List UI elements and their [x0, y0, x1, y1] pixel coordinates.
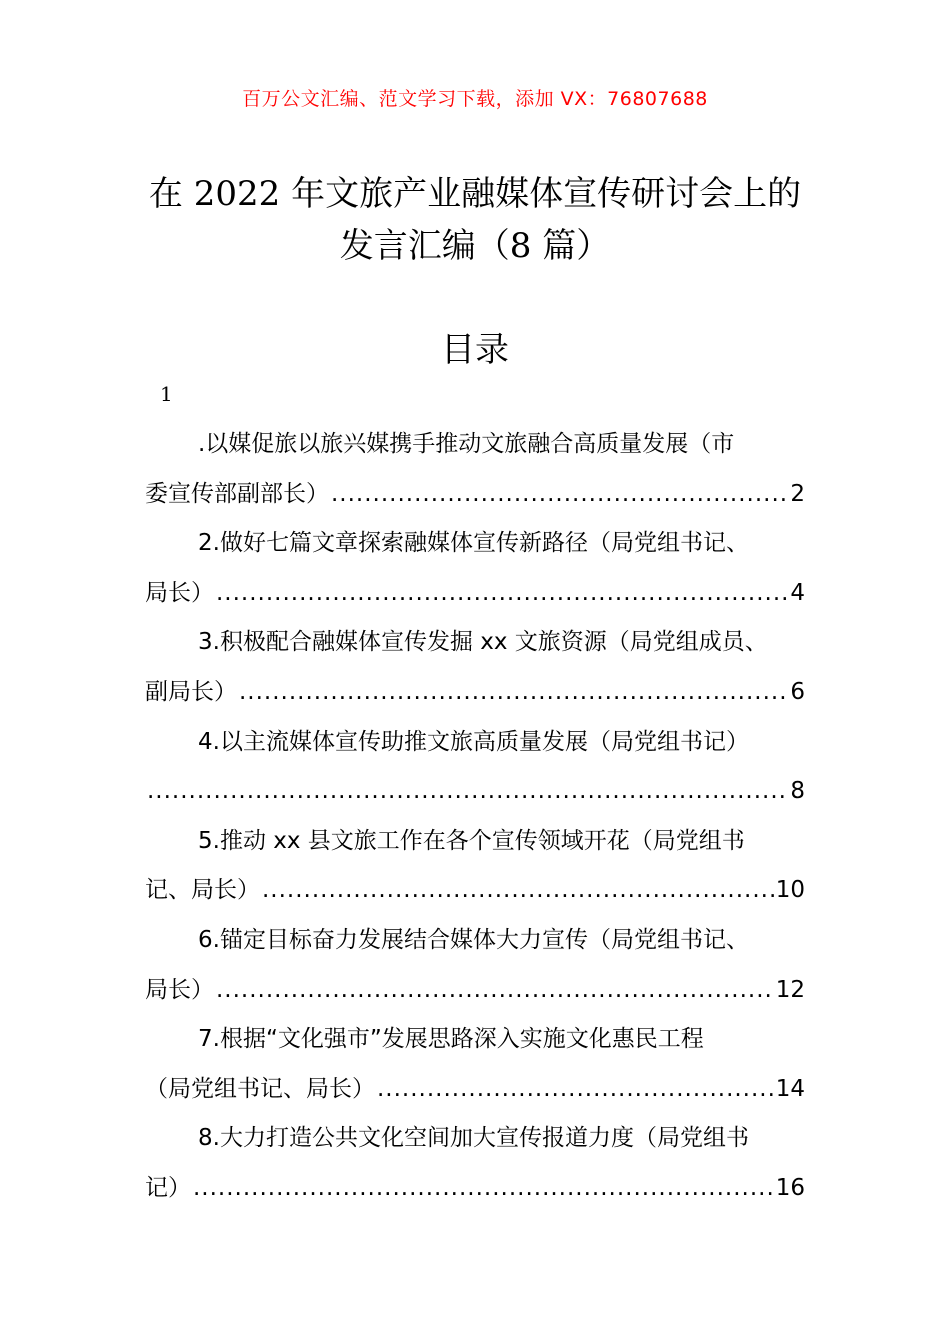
document-title-line-1: 在 2022 年文旅产业融媒体宣传研讨会上的	[148, 174, 802, 214]
toc-page-number: 2	[790, 480, 805, 507]
toc-dot-leader	[377, 1065, 774, 1115]
toc-entry-title-cont: （局党组书记、局长）	[145, 1075, 375, 1102]
toc-page-number: 6	[790, 678, 805, 705]
toc-entry-7[interactable]	[145, 1015, 805, 1114]
toc-entry-title-cont: 局长）	[145, 579, 214, 606]
toc-entry-title-cont: 记）	[145, 1174, 191, 1201]
toc-entry-3[interactable]	[145, 618, 805, 717]
toc-entry-title: 4.以主流媒体宣传助推文旅高质量发展（局党组书记）	[198, 728, 749, 755]
page-marker: 1	[160, 382, 173, 406]
toc-page-number: 8	[790, 778, 805, 805]
toc-entry-2[interactable]	[145, 519, 805, 618]
toc-entry-title: 6.锚定目标奋力发展结合媒体大力宣传（局党组书记、	[198, 926, 749, 953]
toc-dot-leader	[147, 767, 788, 817]
toc-dot-leader	[193, 1164, 774, 1214]
toc-dot-leader	[262, 866, 774, 916]
toc-heading: 目录	[441, 330, 509, 370]
toc-entry-title: 8.大力打造公共文化空间加大宣传报道力度（局党组书	[198, 1125, 749, 1152]
toc-entry-continuation	[145, 668, 805, 718]
toc-entry-6[interactable]	[145, 916, 805, 1015]
toc-entry-1[interactable]	[145, 420, 805, 519]
toc-entry-title: 5.推动 xx 县文旅工作在各个宣传领域开花（局党组书	[198, 827, 745, 854]
toc-dot-leader	[239, 668, 788, 718]
toc-entry-continuation	[145, 569, 805, 619]
toc-entry-title: 3.积极配合融媒体宣传发掘 xx 文旅资源（局党组成员、	[198, 629, 768, 656]
toc-entry-5[interactable]	[145, 817, 805, 916]
toc-page-number: 14	[775, 1075, 805, 1102]
toc-page-number: 4	[790, 579, 805, 606]
toc-page-number: 12	[775, 976, 805, 1003]
toc-entry-8[interactable]	[145, 1114, 805, 1213]
toc-dot-leader	[216, 569, 788, 619]
toc-entry-continuation	[145, 866, 805, 916]
toc-page-number: 16	[775, 1174, 805, 1201]
toc-entry-title-cont: 副局长）	[145, 678, 237, 705]
toc-entry-4[interactable]	[145, 718, 805, 817]
toc-entry-continuation	[145, 1065, 805, 1115]
document-title-line-2: 发言汇编（8 篇）	[339, 226, 611, 266]
toc-entry-title: .以媒促旅以旅兴媒携手推动文旅融合高质量发展（市	[198, 431, 735, 457]
toc-dot-leader	[331, 470, 788, 520]
table-of-contents	[145, 420, 805, 1214]
document-title	[100, 168, 850, 272]
toc-entry-title: 7.根据“文化强市”发展思路深入实施文化惠民工程	[198, 1026, 704, 1053]
toc-entry-title-cont: 局长）	[145, 976, 214, 1003]
toc-entry-continuation	[145, 767, 805, 817]
toc-entry-title-cont: 委宣传部副部长）	[145, 480, 329, 507]
toc-entry-continuation	[145, 470, 805, 520]
toc-entry-continuation	[145, 1164, 805, 1214]
toc-dot-leader	[216, 966, 774, 1016]
toc-page-number: 10	[775, 877, 805, 904]
toc-entry-title-cont: 记、局长）	[145, 877, 260, 904]
watermark-header: 百万公文汇编、范文学习下载，添加 VX：76807688	[242, 88, 708, 110]
toc-entry-continuation	[145, 966, 805, 1016]
toc-entry-title: 2.做好七篇文章探索融媒体宣传新路径（局党组书记、	[198, 530, 749, 557]
